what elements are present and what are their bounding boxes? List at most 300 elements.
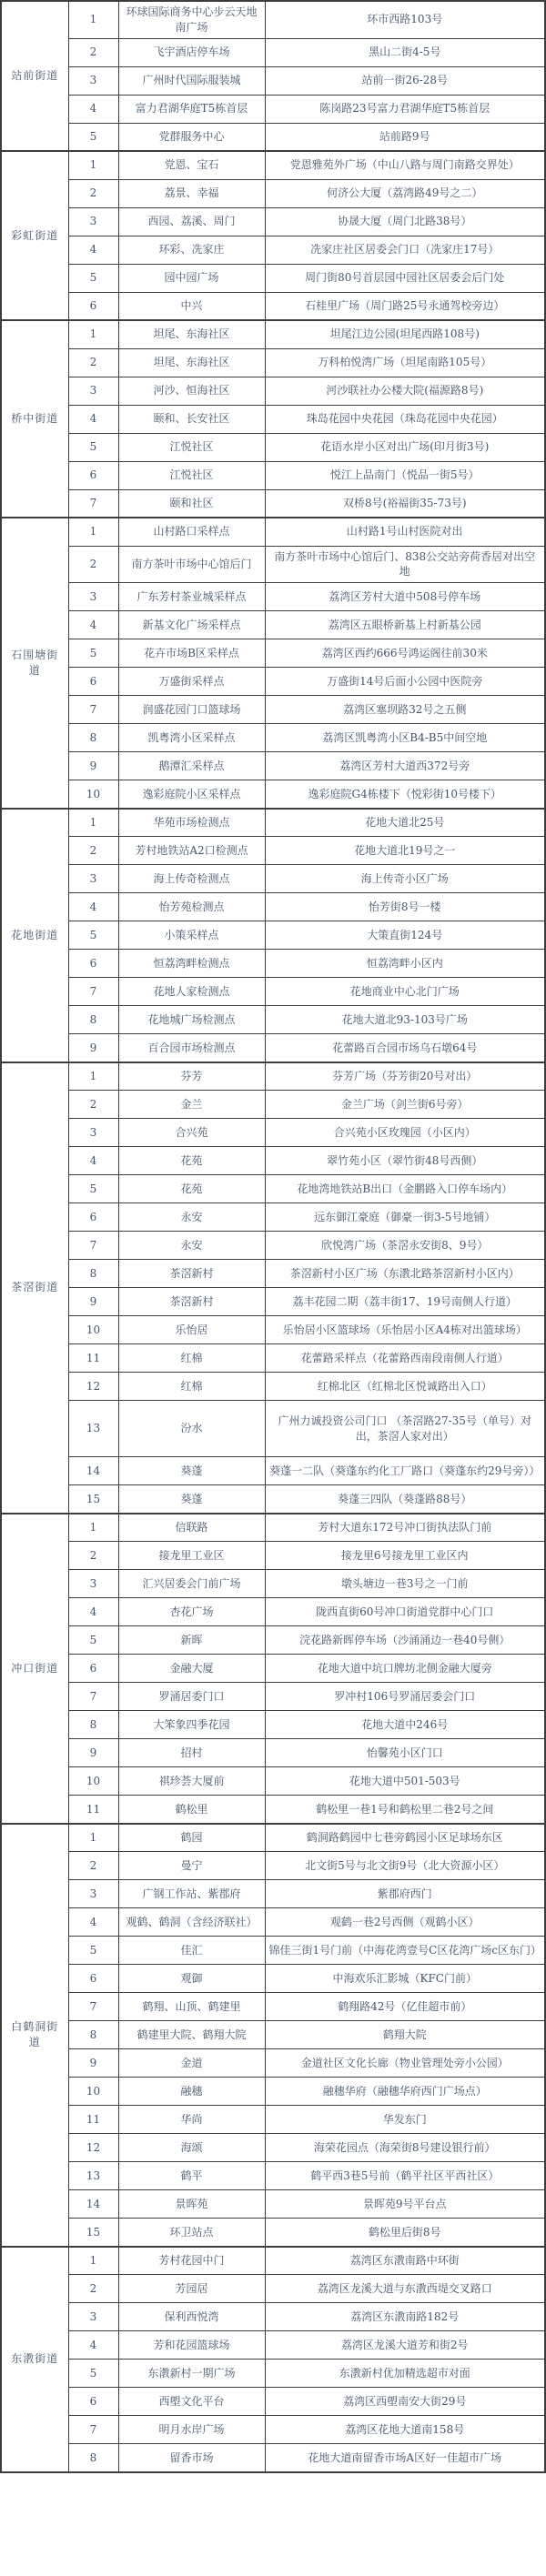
site-name: 芳村花园中门: [118, 2247, 265, 2275]
table-row: [1, 921, 545, 950]
table-row: [1, 780, 545, 809]
site-address: 协晟大厦（周门北路38号）: [265, 207, 545, 236]
site-address: 芬芳广场（芬芳街20号对出）: [265, 1062, 545, 1091]
table-row: [1, 978, 545, 1006]
site-address: 花地大道中501-503号: [265, 1767, 545, 1796]
row-number: 6: [68, 461, 118, 489]
table-row: [1, 583, 545, 611]
table-row: [1, 518, 545, 546]
street-label: 花地街道: [1, 809, 68, 1062]
site-name: 红棉: [118, 1344, 265, 1373]
table-row: [1, 639, 545, 668]
site-address: 中海欢乐汇影城（KFC门前）: [265, 1965, 545, 1993]
site-address: 花地商业中心北门广场: [265, 978, 545, 1006]
site-name: 金融大厦: [118, 1655, 265, 1683]
site-address: 怡馨苑小区门口: [265, 1739, 545, 1767]
site-name: 园中园广场: [118, 264, 265, 292]
table-row: [1, 1739, 545, 1767]
site-address: 葵蓬一二队（葵蓬东约化工厂路口（葵蓬东约29号旁））: [265, 1457, 545, 1485]
site-address: 鹤平西3巷5号前（鹤平社区平西社区）: [265, 2162, 545, 2190]
site-name: 罗涌居委门口: [118, 1683, 265, 1711]
row-number: 7: [68, 489, 118, 518]
site-name: 葵蓬: [118, 1485, 265, 1514]
site-address: 海荣花园点（海荣街8号建设银行前）: [265, 2134, 545, 2162]
row-number: 1: [68, 518, 118, 546]
sampling-sites-table-body: [1, 1, 545, 2472]
table-row: [1, 668, 545, 696]
row-number: 11: [68, 1796, 118, 1824]
row-number: 5: [68, 123, 118, 151]
table-row: [1, 1655, 545, 1683]
site-name: 景晖苑: [118, 2190, 265, 2219]
table-row: [1, 264, 545, 292]
table-row: [1, 2416, 545, 2444]
row-number: 8: [68, 2021, 118, 2049]
table-row: [1, 348, 545, 377]
site-name: 鹤园: [118, 1824, 265, 1852]
site-address: 大策直街124号: [265, 921, 545, 950]
site-name: 江悦社区: [118, 461, 265, 489]
row-number: 6: [68, 2388, 118, 2416]
site-name: 花地城广场检测点: [118, 1006, 265, 1034]
site-name: 接龙里工业区: [118, 1542, 265, 1570]
site-address: 花蕾路采样点（花蕾路西南段南侧人行道）: [265, 1344, 545, 1373]
row-number: 3: [68, 865, 118, 893]
table-row: [1, 207, 545, 236]
row-number: 3: [68, 377, 118, 405]
row-number: 8: [68, 724, 118, 752]
table-row: [1, 151, 545, 179]
site-address: 陈岗路23号富力君湖华庭T5栋首层: [265, 95, 545, 123]
row-number: 1: [68, 1824, 118, 1852]
site-address: 锦佳三街1号门前（中海花湾壹号C区花湾广场c区东门）: [265, 1937, 545, 1965]
row-number: 10: [68, 1767, 118, 1796]
site-address: 花地大道中坑口牌坊北侧金融大厦旁: [265, 1655, 545, 1683]
row-number: 5: [68, 264, 118, 292]
row-number: 7: [68, 1683, 118, 1711]
site-address: 冼家庄社区居委会门口（冼家庄17号）: [265, 236, 545, 264]
table-row: [1, 752, 545, 780]
table-row: [1, 893, 545, 921]
site-address: 金兰广场（剑兰街6号旁）: [265, 1091, 545, 1119]
site-name: 环彩、冼家庄: [118, 236, 265, 264]
row-number: 9: [68, 2049, 118, 2078]
site-address: 华发东门: [265, 2106, 545, 2134]
table-row: [1, 66, 545, 95]
row-number: 9: [68, 752, 118, 780]
row-number: 4: [68, 2331, 118, 2360]
site-name: 汾水: [118, 1401, 265, 1457]
site-name: 芬芳: [118, 1062, 265, 1091]
site-name: 祺珍荟大厦前: [118, 1767, 265, 1796]
table-row: [1, 2190, 545, 2219]
table-row: [1, 546, 545, 583]
table-row: [1, 696, 545, 724]
table-row: [1, 2444, 545, 2472]
site-address: 金道社区文化长廊（物业管理处旁小公园）: [265, 2049, 545, 2078]
site-name: 颐和社区: [118, 489, 265, 518]
site-name: 广东芳村茶业城采样点: [118, 583, 265, 611]
row-number: 6: [68, 1965, 118, 1993]
row-number: 14: [68, 1457, 118, 1485]
site-address: 花蕾路百合园市场乌石墩64号: [265, 1034, 545, 1062]
table-row: [1, 2247, 545, 2275]
table-row: [1, 1175, 545, 1203]
street-label: 白鹤洞街道: [1, 1824, 68, 2247]
table-row: [1, 2021, 545, 2049]
street-label: 彩虹街道: [1, 151, 68, 320]
site-name: 南方茶叶市场中心馆后门: [118, 546, 265, 583]
site-address: 花地大道北19号之一: [265, 837, 545, 865]
site-name: 花卉市场B区采样点: [118, 639, 265, 668]
site-address: 万科柏悦湾广场（坦尾南路105号）: [265, 348, 545, 377]
row-number: 6: [68, 292, 118, 320]
site-name: 留香市场: [118, 2444, 265, 2472]
table-row: [1, 611, 545, 639]
site-address: 坦尾江边公园(坦尾西路108号): [265, 320, 545, 348]
site-name: 逸彩庭院小区采样点: [118, 780, 265, 809]
row-number: 9: [68, 1739, 118, 1767]
site-address: 芳村大道东172号冲口街执法队门前: [265, 1514, 545, 1542]
table-row: [1, 1203, 545, 1232]
site-address: 北文街5号与北文街9号（北大资源小区）: [265, 1852, 545, 1880]
site-address: 鹤洞路鹤园中七巷旁鹤园小区足球场东区: [265, 1824, 545, 1852]
site-name: 金兰: [118, 1091, 265, 1119]
site-name: 鹅潭汇采样点: [118, 752, 265, 780]
site-name: 东漖新村一期广场: [118, 2360, 265, 2388]
site-name: 广钢工作站、紫郡府: [118, 1880, 265, 1908]
row-number: 8: [68, 2444, 118, 2472]
site-address: 红棉北区（红棉北区悦诚路出入口）: [265, 1373, 545, 1401]
site-address: 站前路9号: [265, 123, 545, 151]
table-row: [1, 38, 545, 66]
table-row: [1, 2303, 545, 2331]
row-number: 2: [68, 2275, 118, 2303]
site-address: 荔湾区东漖南路中环街: [265, 2247, 545, 2275]
table-row: [1, 950, 545, 978]
site-address: 南方茶叶市场中心馆后门、838公交站旁荷香居对出空地: [265, 546, 545, 583]
site-name: 永安: [118, 1203, 265, 1232]
table-row: [1, 809, 545, 837]
row-number: 3: [68, 66, 118, 95]
table-row: [1, 1542, 545, 1570]
row-number: 13: [68, 2162, 118, 2190]
site-name: 新基文化广场采样点: [118, 611, 265, 639]
row-number: 15: [68, 2219, 118, 2247]
row-number: 2: [68, 179, 118, 207]
site-address: 万盛街14号后面小公园中医院旁: [265, 668, 545, 696]
row-number: 3: [68, 583, 118, 611]
site-name: 鹤翔、山顶、鹤建里: [118, 1993, 265, 2021]
site-name: 金道: [118, 2049, 265, 2078]
table-row: [1, 865, 545, 893]
site-name: 党群服务中心: [118, 123, 265, 151]
site-name: 永安: [118, 1232, 265, 1260]
row-number: 8: [68, 1006, 118, 1034]
site-name: 合兴苑: [118, 1119, 265, 1147]
site-address: 荔丰花园二期（荔丰街17、19号南侧人行道）: [265, 1288, 545, 1316]
site-name: 江悦社区: [118, 433, 265, 461]
table-row: [1, 95, 545, 123]
site-address: 融穗华府（融穗华府西门广场点）: [265, 2078, 545, 2106]
table-row: [1, 1767, 545, 1796]
site-name: 百合园市场检测点: [118, 1034, 265, 1062]
street-label: 桥中街道: [1, 320, 68, 518]
row-number: 2: [68, 1542, 118, 1570]
site-address: 浣花路新晖停车场（沙涌涌边一巷40号侧）: [265, 1626, 545, 1655]
table-row: [1, 1993, 545, 2021]
site-name: 华苑市场检测点: [118, 809, 265, 837]
row-number: 3: [68, 2303, 118, 2331]
site-name: 坦尾、东海社区: [118, 320, 265, 348]
site-address: 山村路1号山村医院对出: [265, 518, 545, 546]
street-label: 站前街道: [1, 1, 68, 151]
site-name: 保利西悦湾: [118, 2303, 265, 2331]
site-address: 党恩雅苑外广场（中山八路与周门南路交界处）: [265, 151, 545, 179]
site-name: 新晖: [118, 1626, 265, 1655]
site-name: 芳园居: [118, 2275, 265, 2303]
row-number: 6: [68, 950, 118, 978]
site-name: 恒荔湾畔检测点: [118, 950, 265, 978]
row-number: 7: [68, 696, 118, 724]
street-label: 石围塘街道: [1, 518, 68, 809]
row-number: 5: [68, 639, 118, 668]
table-row: [1, 461, 545, 489]
site-address: 荔湾区花地大道南158号: [265, 2416, 545, 2444]
table-row: [1, 1711, 545, 1739]
table-row: [1, 405, 545, 433]
table-row: [1, 2360, 545, 2388]
row-number: 4: [68, 236, 118, 264]
site-address: 观鹤一巷2号西侧（观鹤小区）: [265, 1908, 545, 1937]
table-row: [1, 1006, 545, 1034]
table-row: [1, 1485, 545, 1514]
row-number: 9: [68, 1034, 118, 1062]
site-name: 明月水岸广场: [118, 2416, 265, 2444]
table-row: [1, 1260, 545, 1288]
table-row: [1, 1288, 545, 1316]
table-row: [1, 1570, 545, 1598]
site-name: 润盛花园门口篮球场: [118, 696, 265, 724]
site-address: 荔湾区龙溪大道芳和街2号: [265, 2331, 545, 2360]
site-name: 怡芳苑检测点: [118, 893, 265, 921]
row-number: 1: [68, 1062, 118, 1091]
site-name: 中兴: [118, 292, 265, 320]
site-name: 汇兴居委会门前广场: [118, 1570, 265, 1598]
site-name: 花苑: [118, 1147, 265, 1175]
table-row: [1, 1824, 545, 1852]
site-name: 芳村地铁站A2口检测点: [118, 837, 265, 865]
site-address: 荔湾区龙溪大道与东漖西堤交叉路口: [265, 2275, 545, 2303]
site-address: 荔湾区西塱南安大街29号: [265, 2388, 545, 2416]
row-number: 3: [68, 207, 118, 236]
site-address: 陇西直街60号冲口街道党群中心门口: [265, 1598, 545, 1626]
row-number: 8: [68, 1711, 118, 1739]
site-address: 鹤翔大院: [265, 2021, 545, 2049]
site-name: 花苑: [118, 1175, 265, 1203]
site-address: 周门街80号首层园中园社区居委会后门处: [265, 264, 545, 292]
table-row: [1, 1034, 545, 1062]
row-number: 4: [68, 1147, 118, 1175]
site-name: 颐和、长安社区: [118, 405, 265, 433]
row-number: 2: [68, 348, 118, 377]
row-number: 1: [68, 1514, 118, 1542]
table-row: [1, 2219, 545, 2247]
site-name: 曼宁: [118, 1852, 265, 1880]
table-row: [1, 1373, 545, 1401]
table-row: [1, 1626, 545, 1655]
site-address: 翠竹苑小区（翠竹街48号西侧）: [265, 1147, 545, 1175]
site-address: 花地湾地铁站B出口（金鹏路入口停车场内）: [265, 1175, 545, 1203]
table-row: [1, 2078, 545, 2106]
row-number: 9: [68, 1288, 118, 1316]
site-address: 河沙联社办公楼大院(福源路8号): [265, 377, 545, 405]
site-name: 西园、荔溪、周门: [118, 207, 265, 236]
site-name: 杏花广场: [118, 1598, 265, 1626]
site-address: 花地大道中246号: [265, 1711, 545, 1739]
site-address: 黑山二街4-5号: [265, 38, 545, 66]
site-name: 河沙、恒海社区: [118, 377, 265, 405]
site-name: 观鹤、鹤洞（含经济联社）: [118, 1908, 265, 1937]
table-row: [1, 123, 545, 151]
site-name: 华尚: [118, 2106, 265, 2134]
site-name: 鹤松里: [118, 1796, 265, 1824]
row-number: 1: [68, 2247, 118, 2275]
row-number: 10: [68, 780, 118, 809]
site-address: 恒荔湾畔小区内: [265, 950, 545, 978]
site-address: 紫郡府西门: [265, 1880, 545, 1908]
site-address: 双桥8号(裕福街35-73号): [265, 489, 545, 518]
street-label: 东漖街道: [1, 2247, 68, 2472]
row-number: 13: [68, 1401, 118, 1457]
site-name: 乐怡居: [118, 1316, 265, 1344]
table-row: [1, 1316, 545, 1344]
table-row: [1, 2106, 545, 2134]
table-row: [1, 2162, 545, 2190]
table-row: [1, 1880, 545, 1908]
table-row: [1, 2388, 545, 2416]
site-name: 招村: [118, 1739, 265, 1767]
site-address: 荔湾区芳村大道中508号停车场: [265, 583, 545, 611]
row-number: 6: [68, 668, 118, 696]
site-name: 观御: [118, 1965, 265, 1993]
row-number: 7: [68, 978, 118, 1006]
site-address: 何济公大厦（荔湾路49号之二）: [265, 179, 545, 207]
site-address: 花地大道南留香市场A区好一佳超市广场: [265, 2444, 545, 2472]
site-address: 东漖新村优加精选超市对面: [265, 2360, 545, 2388]
row-number: 7: [68, 1993, 118, 2021]
row-number: 11: [68, 2106, 118, 2134]
row-number: 4: [68, 405, 118, 433]
site-name: 鹤建里大院、鹤翔大院: [118, 2021, 265, 2049]
site-name: 小策采样点: [118, 921, 265, 950]
site-address: 远东御江豪庭（御豪一街3-5号地铺）: [265, 1203, 545, 1232]
row-number: 1: [68, 151, 118, 179]
site-name: 富力君湖华庭T5栋首层: [118, 95, 265, 123]
table-row: [1, 1091, 545, 1119]
site-address: 荔湾区五眼桥新基上村新基公园: [265, 611, 545, 639]
street-label: 冲口街道: [1, 1514, 68, 1824]
site-name: 党恩、宝石: [118, 151, 265, 179]
site-address: 鹤翔路42号（亿佳超市前）: [265, 1993, 545, 2021]
row-number: 4: [68, 611, 118, 639]
row-number: 2: [68, 546, 118, 583]
table-row: [1, 1683, 545, 1711]
site-name: 坦尾、东海社区: [118, 348, 265, 377]
street-label: 茶滘街道: [1, 1062, 68, 1514]
table-row: [1, 1908, 545, 1937]
row-number: 5: [68, 2360, 118, 2388]
site-address: 欣悦湾广场（茶滘永安街8、9号）: [265, 1232, 545, 1260]
table-row: [1, 1965, 545, 1993]
table-row: [1, 1457, 545, 1485]
row-number: 4: [68, 893, 118, 921]
row-number: 10: [68, 1316, 118, 1344]
row-number: 14: [68, 2190, 118, 2219]
site-name: 葵蓬: [118, 1457, 265, 1485]
row-number: 5: [68, 1626, 118, 1655]
site-address: 鹤松里一巷1号和鹤松里二巷2号之间: [265, 1796, 545, 1824]
site-address: 站前一街26-28号: [265, 66, 545, 95]
table-row: [1, 179, 545, 207]
site-address: 花地大道北93-103号广场: [265, 1006, 545, 1034]
site-address: 海上传奇小区广场: [265, 865, 545, 893]
row-number: 15: [68, 1485, 118, 1514]
site-address: 荔湾区凯粤湾小区B4-B5中间空地: [265, 724, 545, 752]
table-row: [1, 433, 545, 461]
table-row: [1, 1, 545, 38]
row-number: 12: [68, 1373, 118, 1401]
table-row: [1, 1147, 545, 1175]
site-address: 接龙里6号接龙里工业区内: [265, 1542, 545, 1570]
site-name: 凯粤湾小区采样点: [118, 724, 265, 752]
row-number: 5: [68, 433, 118, 461]
site-address: 葵蓬三四队（葵蓬路88号）: [265, 1485, 545, 1514]
table-row: [1, 2275, 545, 2303]
row-number: 3: [68, 1880, 118, 1908]
site-name: 万盛街采样点: [118, 668, 265, 696]
row-number: 4: [68, 1598, 118, 1626]
row-number: 5: [68, 1937, 118, 1965]
table-row: [1, 1514, 545, 1542]
site-address: 墩头塘边一巷3号之一门前: [265, 1570, 545, 1598]
site-name: 环球国际商务中心步云天地南广场: [118, 1, 265, 38]
table-row: [1, 1796, 545, 1824]
row-number: 5: [68, 921, 118, 950]
row-number: 4: [68, 95, 118, 123]
site-name: 花地人家检测点: [118, 978, 265, 1006]
table-row: [1, 489, 545, 518]
site-name: 广州时代国际服装城: [118, 66, 265, 95]
row-number: 2: [68, 1091, 118, 1119]
site-address: 怡芳街8号一楼: [265, 893, 545, 921]
row-number: 4: [68, 1908, 118, 1937]
site-name: 山村路口采样点: [118, 518, 265, 546]
site-name: 融穗: [118, 2078, 265, 2106]
table-row: [1, 377, 545, 405]
site-name: 海颂: [118, 2134, 265, 2162]
row-number: 3: [68, 1119, 118, 1147]
site-name: 信联路: [118, 1514, 265, 1542]
site-name: 红棉: [118, 1373, 265, 1401]
site-address: 广州力诚投资公司门口 （茶滘路27-35号（单号）对出，茶滘人家对出）: [265, 1401, 545, 1457]
site-name: 茶滘新村: [118, 1288, 265, 1316]
site-address: 景晖苑9号平台点: [265, 2190, 545, 2219]
site-address: 荔湾区东漖南路182号: [265, 2303, 545, 2331]
table-row: [1, 236, 545, 264]
site-name: 大笨象四季花园: [118, 1711, 265, 1739]
table-row: [1, 1852, 545, 1880]
